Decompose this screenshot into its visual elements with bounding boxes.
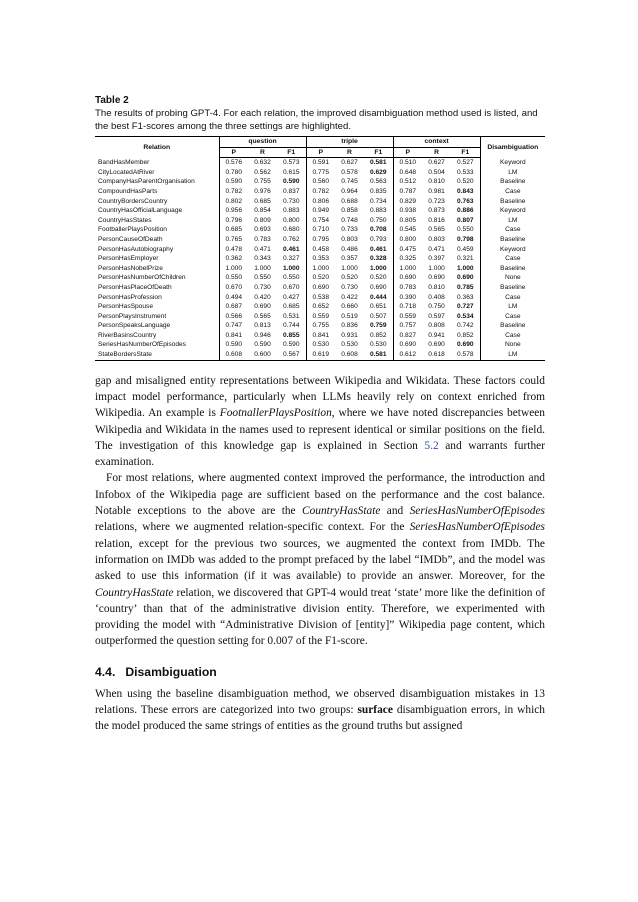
- score-cell: 0.629: [370, 168, 387, 176]
- score-cell: 0.883: [283, 207, 300, 215]
- score-cell: 0.690: [393, 340, 422, 350]
- score-cell: 0.803: [428, 235, 445, 243]
- score-cell: 1.000: [254, 264, 271, 272]
- header-sub-f1: F1: [451, 147, 480, 158]
- table-row: [95, 321, 545, 331]
- score-cell: 0.325: [393, 254, 422, 264]
- score-cell: 0.660: [341, 303, 358, 311]
- score-cell: 0.687: [219, 302, 248, 312]
- score-cell: 0.841: [306, 331, 335, 341]
- score-cell: 0.730: [254, 283, 271, 291]
- relation-cell: CountryHasOfficialLanguage: [98, 207, 183, 215]
- score-cell: 0.883: [370, 207, 387, 215]
- score-cell: 0.685: [254, 197, 271, 205]
- score-cell: 0.800: [393, 235, 422, 245]
- disambiguation-cell: LM: [480, 350, 545, 360]
- score-cell: 0.852: [457, 331, 474, 339]
- score-cell: 0.757: [393, 321, 422, 331]
- score-cell: 0.519: [341, 312, 358, 320]
- relation-cell: PersonHasNumberOfChildren: [98, 274, 186, 282]
- relation-cell: CountryHasStates: [98, 216, 152, 224]
- score-cell: 0.802: [219, 197, 248, 207]
- score-cell: 0.873: [428, 207, 445, 215]
- relation-name: SeriesHasNumberOfEpisodes: [409, 505, 545, 518]
- score-cell: 0.690: [457, 341, 474, 349]
- score-cell: 0.565: [254, 312, 271, 320]
- table-row: [95, 158, 545, 168]
- table-row: [95, 312, 545, 322]
- score-cell: 0.685: [219, 225, 248, 235]
- relation-cell: PersonCauseOfDeath: [98, 235, 163, 243]
- score-cell: 0.806: [306, 197, 335, 207]
- relation-cell: BandHasMember: [98, 158, 150, 166]
- table-row: [95, 206, 545, 216]
- score-cell: 1.000: [306, 264, 335, 274]
- score-cell: 0.841: [219, 331, 248, 341]
- score-cell: 0.744: [283, 322, 300, 330]
- table-row: [95, 168, 545, 178]
- score-cell: 0.562: [254, 168, 271, 176]
- table-row: [95, 283, 545, 293]
- score-cell: 0.567: [277, 350, 306, 360]
- score-cell: 0.765: [219, 235, 248, 245]
- results-table: [95, 136, 545, 361]
- score-cell: 0.855: [283, 331, 300, 339]
- score-cell: 0.813: [254, 322, 271, 330]
- score-cell: 0.600: [248, 350, 277, 360]
- score-cell: 0.981: [428, 187, 445, 195]
- score-cell: 0.520: [457, 178, 474, 186]
- score-cell: 0.590: [283, 341, 300, 349]
- table-row: [95, 331, 545, 341]
- score-cell: 0.931: [341, 331, 358, 339]
- score-cell: 0.550: [254, 274, 271, 282]
- score-cell: 0.559: [306, 312, 335, 322]
- score-cell: 0.651: [370, 303, 387, 311]
- score-cell: 0.608: [335, 350, 364, 360]
- score-cell: 0.444: [370, 293, 387, 301]
- score-cell: 0.759: [370, 322, 387, 330]
- disambiguation-cell: None: [480, 340, 545, 350]
- table-row: [95, 216, 545, 226]
- score-cell: 0.690: [457, 274, 474, 282]
- header-sub-r: R: [335, 147, 364, 158]
- score-cell: 0.690: [428, 341, 445, 349]
- score-cell: 0.362: [219, 254, 248, 264]
- score-cell: 0.941: [428, 331, 445, 339]
- score-cell: 0.328: [370, 255, 387, 263]
- score-cell: 0.565: [428, 226, 445, 234]
- relation-name: FootnallerPlaysPosition: [219, 407, 332, 420]
- score-cell: 0.690: [254, 303, 271, 311]
- table-row: [95, 340, 545, 350]
- table-row: [95, 245, 545, 255]
- score-cell: 0.461: [283, 245, 300, 253]
- score-cell: 0.798: [457, 235, 474, 243]
- score-cell: 0.615: [283, 168, 300, 176]
- score-cell: 0.670: [283, 283, 300, 291]
- score-cell: 0.530: [370, 341, 387, 349]
- disambiguation-cell: LM: [480, 302, 545, 312]
- bold-term: surface: [357, 704, 393, 716]
- score-cell: 0.727: [457, 303, 474, 311]
- page: [95, 94, 545, 735]
- score-cell: 0.563: [370, 178, 387, 186]
- score-cell: 0.471: [254, 245, 271, 253]
- text-run: and: [380, 505, 410, 518]
- score-cell: 0.886: [457, 207, 474, 215]
- paragraph-disambiguation: [95, 686, 545, 735]
- score-cell: 0.690: [428, 274, 445, 282]
- relation-cell: PersonHasPlaceOfDeath: [98, 283, 172, 291]
- disambiguation-cell: Baseline: [480, 177, 545, 187]
- header-sub-p: P: [219, 147, 248, 158]
- score-cell: 0.390: [393, 293, 422, 303]
- disambiguation-cell: Keyword: [480, 158, 545, 168]
- score-cell: 0.545: [393, 225, 422, 235]
- disambiguation-cell: Keyword: [480, 206, 545, 216]
- score-cell: 0.730: [283, 197, 300, 205]
- score-cell: 0.566: [219, 312, 248, 322]
- score-cell: 0.353: [306, 254, 335, 264]
- header-sub-p: P: [393, 147, 422, 158]
- table-label: Table 2: [95, 95, 129, 106]
- relation-cell: PersonHasAutobiography: [98, 245, 174, 253]
- score-cell: 0.458: [306, 245, 335, 255]
- score-cell: 0.550: [283, 274, 300, 282]
- score-cell: 0.750: [370, 216, 387, 224]
- score-cell: 0.829: [393, 197, 422, 207]
- header-relation: Relation: [95, 137, 219, 158]
- score-cell: 0.718: [393, 302, 422, 312]
- score-cell: 0.648: [393, 168, 422, 178]
- relation-cell: SeriesHasNumberOfEpisodes: [98, 341, 186, 349]
- score-cell: 0.363: [457, 293, 474, 301]
- score-cell: 0.420: [254, 293, 271, 301]
- score-cell: 1.000: [457, 264, 474, 272]
- score-cell: 0.422: [341, 293, 358, 301]
- score-cell: 0.427: [283, 293, 300, 301]
- disambiguation-cell: Keyword: [480, 245, 545, 255]
- score-cell: 0.581: [370, 159, 387, 167]
- score-cell: 0.578: [341, 168, 358, 176]
- score-cell: 0.590: [219, 177, 248, 187]
- score-cell: 0.591: [306, 158, 335, 168]
- score-cell: 0.733: [341, 226, 358, 234]
- relation-cell: CityLocatedAtRiver: [98, 168, 155, 176]
- text-run: relation, we discovered that GPT-4 would treat ‘state’ more like the definition of ‘country’ than that of the administrative division entity. Therefore, we experimented with providing the model with “Administrative Division of [entity]” Wikipedia page content, which outperformed the question setting for 0.007 of the F1-score.: [95, 586, 545, 648]
- score-cell: 0.520: [306, 273, 335, 283]
- score-cell: 0.510: [393, 158, 422, 168]
- score-cell: 0.964: [341, 187, 358, 195]
- score-cell: 0.459: [457, 245, 474, 253]
- relation-cell: PersonPlaysInstrument: [98, 312, 167, 320]
- score-cell: 0.723: [428, 197, 445, 205]
- score-cell: 0.805: [393, 216, 422, 226]
- score-cell: 0.504: [428, 168, 445, 176]
- score-cell: 0.750: [428, 303, 445, 311]
- score-cell: 0.550: [457, 226, 474, 234]
- score-cell: 0.685: [283, 303, 300, 311]
- score-cell: 0.531: [283, 312, 300, 320]
- score-cell: 0.843: [457, 187, 474, 195]
- disambiguation-cell: Case: [480, 293, 545, 303]
- disambiguation-cell: Case: [480, 225, 545, 235]
- section-reference-link[interactable]: 5.2: [424, 439, 439, 452]
- table-row: [95, 235, 545, 245]
- header-sub-p: P: [306, 147, 335, 158]
- score-cell: 1.000: [370, 264, 387, 272]
- score-cell: 0.530: [306, 340, 335, 350]
- score-cell: 0.795: [306, 235, 335, 245]
- header-group-question: question: [219, 137, 306, 148]
- score-cell: 0.461: [370, 245, 387, 253]
- score-cell: 0.816: [428, 216, 445, 224]
- score-cell: 0.730: [341, 283, 358, 291]
- relation-cell: CompanyHasParentOrganisation: [98, 178, 195, 186]
- score-cell: 0.573: [283, 159, 300, 167]
- disambiguation-cell: LM: [480, 168, 545, 178]
- score-cell: 0.754: [306, 216, 335, 226]
- score-cell: 0.507: [370, 312, 387, 320]
- score-cell: 0.533: [457, 168, 474, 176]
- relation-cell: PersonSpeaksLanguage: [98, 322, 171, 330]
- score-cell: 0.618: [422, 350, 451, 360]
- table-row: [95, 302, 545, 312]
- score-cell: 0.670: [219, 283, 248, 293]
- disambiguation-cell: Baseline: [480, 321, 545, 331]
- score-cell: 0.787: [393, 187, 422, 197]
- score-cell: 0.810: [428, 178, 445, 186]
- score-cell: 1.000: [283, 264, 300, 272]
- table-row: [95, 293, 545, 303]
- score-cell: 0.783: [254, 235, 271, 243]
- score-cell: 0.976: [254, 187, 271, 195]
- score-cell: 0.755: [254, 178, 271, 186]
- score-cell: 0.755: [306, 321, 335, 331]
- header-disambiguation: Disambiguation: [480, 137, 545, 158]
- score-cell: 0.710: [306, 225, 335, 235]
- score-cell: 0.357: [341, 255, 358, 263]
- text-run: gap and misaligned entity representations between Wikipedia and Wikidata. These factors could impact model performance, particularly when LLMs heavily rely on context enriched from Wikipedia. An example is: [95, 374, 545, 420]
- score-cell: 0.576: [219, 158, 248, 168]
- score-cell: 0.512: [393, 177, 422, 187]
- score-cell: 0.590: [219, 340, 248, 350]
- text-run: For most relations, where augmented context improved the performance, the introduction and Infobox of the Wikipedia page are sufficient based on the performance and the cost balance. Notable exceptions to the above are the: [95, 472, 545, 518]
- score-cell: 0.560: [306, 177, 335, 187]
- disambiguation-cell: None: [480, 273, 545, 283]
- relation-cell: PersonHasEmployer: [98, 255, 159, 263]
- disambiguation-cell: LM: [480, 216, 545, 226]
- score-cell: 0.835: [370, 187, 387, 195]
- score-cell: 0.652: [306, 302, 335, 312]
- score-cell: 0.559: [393, 312, 422, 322]
- table-row: [95, 273, 545, 283]
- score-cell: 0.827: [393, 331, 422, 341]
- text-run: relations, where we augmented relation-specific context. For the: [95, 521, 410, 534]
- table-caption: [95, 94, 545, 133]
- score-cell: 0.852: [370, 331, 387, 339]
- score-cell: 0.782: [219, 187, 248, 197]
- score-cell: 0.748: [341, 216, 358, 224]
- score-cell: 0.578: [451, 350, 480, 360]
- score-cell: 0.478: [219, 245, 248, 255]
- relation-cell: FootballerPlaysPosition: [98, 226, 167, 234]
- score-cell: 0.343: [254, 255, 271, 263]
- score-cell: 0.956: [219, 206, 248, 216]
- relation-name: SeriesHasNumberOfEpisodes: [409, 521, 545, 534]
- score-cell: 0.520: [370, 274, 387, 282]
- text-run: , where we have noted discrepancies between Wikipedia and Wikidata in the names used to represent identical or similar positions on the field. The investigation of this knowledge gap is explained in Section: [95, 407, 546, 452]
- score-cell: 0.809: [254, 216, 271, 224]
- header-group-context: context: [393, 137, 480, 148]
- section-number: 4.4.: [95, 664, 116, 679]
- table-row: [95, 225, 545, 235]
- score-cell: 0.486: [341, 245, 358, 253]
- header-sub-f1: F1: [277, 147, 306, 158]
- relation-cell: RiverBasinsCountry: [98, 331, 157, 339]
- score-cell: 0.782: [306, 187, 335, 197]
- disambiguation-cell: Case: [480, 312, 545, 322]
- score-cell: 0.408: [428, 293, 445, 301]
- score-cell: 0.783: [393, 283, 422, 293]
- score-cell: 0.808: [428, 322, 445, 330]
- score-cell: 0.690: [370, 283, 387, 291]
- disambiguation-cell: Baseline: [480, 283, 545, 293]
- score-cell: 0.581: [364, 350, 393, 360]
- relation-name: CountryHasState: [95, 586, 174, 599]
- score-cell: 0.627: [341, 159, 358, 167]
- relation-name: CountryHasState: [301, 505, 381, 518]
- table-row: [95, 177, 545, 187]
- score-cell: 0.471: [428, 245, 445, 253]
- score-cell: 0.550: [219, 273, 248, 283]
- score-cell: 0.475: [393, 245, 422, 255]
- score-cell: 0.632: [254, 159, 271, 167]
- text-run: disambiguation errors, in which the model produced the same strings of entities as the ground truths but assigned: [95, 704, 546, 733]
- score-cell: 0.949: [306, 206, 335, 216]
- header-group-triple: triple: [306, 137, 393, 148]
- score-cell: 0.938: [393, 206, 422, 216]
- score-cell: 0.837: [283, 187, 300, 195]
- relation-cell: PersonHasSpouse: [98, 303, 153, 311]
- score-cell: 0.520: [341, 274, 358, 282]
- score-cell: 0.785: [457, 283, 474, 291]
- score-cell: 0.608: [219, 350, 248, 360]
- score-cell: 0.796: [219, 216, 248, 226]
- score-cell: 0.327: [283, 255, 300, 263]
- disambiguation-cell: Baseline: [480, 197, 545, 207]
- score-cell: 1.000: [428, 264, 445, 272]
- relation-cell: CompoundHasParts: [98, 187, 158, 195]
- disambiguation-cell: Baseline: [480, 235, 545, 245]
- score-cell: 0.597: [428, 312, 445, 320]
- score-cell: 0.800: [283, 216, 300, 224]
- score-cell: 0.793: [370, 235, 387, 243]
- score-cell: 0.708: [370, 226, 387, 234]
- score-cell: 0.854: [254, 207, 271, 215]
- score-cell: 0.690: [393, 273, 422, 283]
- score-cell: 0.836: [341, 322, 358, 330]
- table-row: [95, 187, 545, 197]
- text-run: relation, except for the previous two sources, we augmented the context from IMDb. The information on IMDb was added to the prompt prefaced by the label “IMDb”, and the model was asked to use this information (if it was available) to provide an answer. Moreover, for the: [95, 537, 545, 583]
- disambiguation-cell: Case: [480, 254, 545, 264]
- score-cell: 0.693: [254, 226, 271, 234]
- score-cell: 1.000: [341, 264, 358, 272]
- table-row: [95, 254, 545, 264]
- section-title: Disambiguation: [125, 664, 217, 679]
- section-heading: [95, 664, 545, 680]
- score-cell: 0.680: [283, 226, 300, 234]
- header-sub-r: R: [422, 147, 451, 158]
- score-cell: 0.627: [428, 159, 445, 167]
- score-cell: 1.000: [393, 264, 422, 274]
- relation-cell: PersonHasProfession: [98, 293, 162, 301]
- disambiguation-cell: Case: [480, 331, 545, 341]
- score-cell: 0.742: [457, 322, 474, 330]
- disambiguation-cell: Baseline: [480, 264, 545, 274]
- score-cell: 0.810: [428, 283, 445, 291]
- score-cell: 0.538: [306, 293, 335, 303]
- header-sub-f1: F1: [364, 147, 393, 158]
- relation-cell: StateBordersState: [95, 350, 219, 360]
- score-cell: 0.690: [306, 283, 335, 293]
- score-cell: 0.590: [254, 341, 271, 349]
- score-cell: 0.530: [341, 341, 358, 349]
- score-cell: 0.763: [457, 197, 474, 205]
- score-cell: 0.747: [219, 321, 248, 331]
- table-row: [95, 350, 545, 360]
- score-cell: 0.397: [428, 255, 445, 263]
- score-cell: 0.780: [219, 168, 248, 178]
- relation-cell: PersonHasNobelPrize: [98, 264, 163, 272]
- score-cell: 0.734: [370, 197, 387, 205]
- table-row: [95, 264, 545, 274]
- score-cell: 0.534: [457, 312, 474, 320]
- score-cell: 0.946: [254, 331, 271, 339]
- relation-cell: CountryBordersCountry: [98, 197, 168, 205]
- paragraph-knowledge-gap: [95, 373, 545, 471]
- score-cell: 0.494: [219, 293, 248, 303]
- score-cell: 0.321: [457, 255, 474, 263]
- header-sub-r: R: [248, 147, 277, 158]
- score-cell: 0.807: [457, 216, 474, 224]
- paragraph-augmented-context: [95, 470, 545, 649]
- disambiguation-cell: Case: [480, 187, 545, 197]
- text-run: When using the baseline disambiguation method, we observed disambiguation mistakes in 13 relations. These errors are categorized into two groups:: [95, 687, 545, 716]
- score-cell: 0.775: [306, 168, 335, 178]
- score-cell: 0.612: [393, 350, 422, 360]
- score-cell: 0.688: [341, 197, 358, 205]
- score-cell: 1.000: [219, 264, 248, 274]
- score-cell: 0.619: [306, 350, 335, 360]
- score-cell: 0.527: [457, 159, 474, 167]
- score-cell: 0.590: [283, 178, 300, 186]
- table-caption-text: The results of probing GPT-4. For each relation, the improved disambiguation method used is listed, and the best F1-scores among the three settings are highlighted.: [95, 108, 538, 132]
- score-cell: 0.803: [341, 235, 358, 243]
- text-run: and warrants further examination.: [95, 439, 545, 469]
- score-cell: 0.745: [341, 178, 358, 186]
- score-cell: 0.762: [283, 235, 300, 243]
- table-row: [95, 197, 545, 207]
- score-cell: 0.858: [341, 207, 358, 215]
